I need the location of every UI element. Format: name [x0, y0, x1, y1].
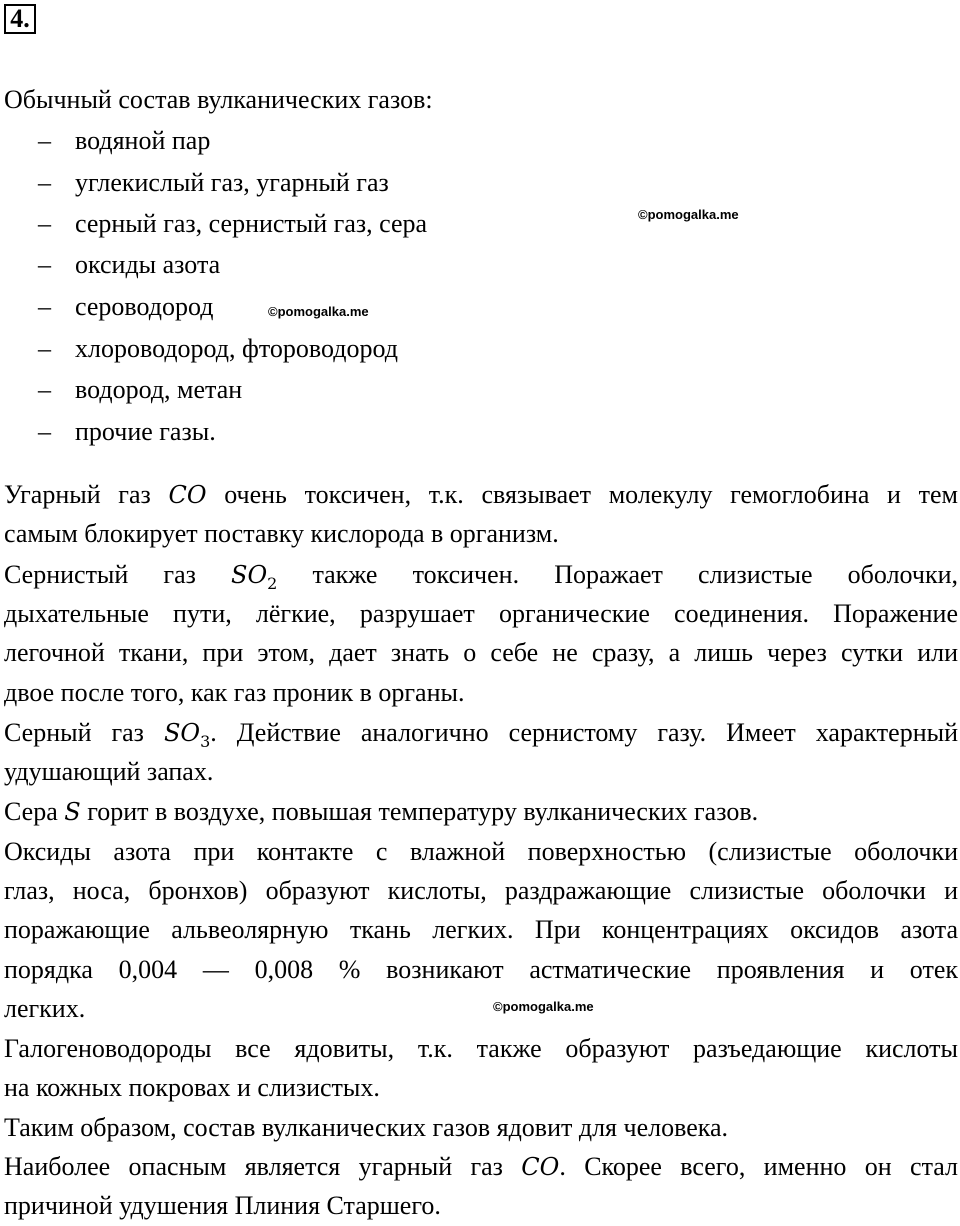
list-dash: –: [38, 334, 51, 363]
paragraph-nox-line: Оксиды азота при контакте с влажной поверхностью (слизистые оболочки: [4, 837, 958, 866]
formula-co: CO: [168, 481, 207, 509]
list-dash: –: [38, 375, 51, 404]
watermark: ©pomogalka.me: [638, 207, 739, 222]
paragraph-so2-line: дыхательные пути, лёгкие, разрушает органические соединения. Поражение: [4, 599, 958, 628]
paragraph-so2-line: Сернистый газ $SO_2$ также токсичен. Поражает слизистые оболочки,: [4, 560, 958, 593]
paragraph-halogen-line: Галогеноводороды все ядовиты, т.к. также образуют разъедающие кислоты: [4, 1034, 958, 1063]
paragraph-pliny-line: Наиболее опасным является угарный газ CO. Скорее всего, именно он стал: [4, 1152, 958, 1181]
list-item: серный газ, сернистый газ, сера: [75, 209, 428, 238]
list-dash: –: [38, 209, 51, 238]
paragraph-pliny-line: причиной удушения Плиния Старшего.: [4, 1191, 441, 1220]
list-item: сероводород: [75, 292, 214, 321]
list-item: оксиды азота: [75, 250, 221, 279]
list-item: прочие газы.: [75, 417, 216, 446]
list-item: хлороводород, фтороводород: [75, 334, 398, 363]
watermark: ©pomogalka.me: [268, 304, 369, 319]
formula-so2: $SO_2$: [231, 561, 278, 593]
paragraph-so3-line: Серный газ $SO_3$. Действие аналогично сернистому газу. Имеет характерный: [4, 718, 958, 751]
paragraph-sulfur: Сера S горит в воздухе, повышая температуру вулканических газов.: [4, 797, 759, 826]
formula-so3: $SO_3$: [163, 719, 211, 751]
list-item: водяной пар: [75, 126, 211, 155]
list-dash: –: [38, 292, 51, 321]
watermark: ©pomogalka.me: [493, 999, 594, 1014]
list-item: углекислый газ, угарный газ: [75, 168, 389, 197]
paragraph-halogen-line: на кожных покровах и слизистых.: [4, 1073, 380, 1102]
paragraph-nox-line: поражающие альвеолярную ткань легких. При концентрациях оксидов азота: [4, 915, 958, 944]
paragraph-nox-line: глаз, носа, бронхов) образуют кислоты, раздражающие слизистые оболочки и: [4, 876, 958, 905]
paragraph-co-line: Угарный газ CO очень токсичен, т.к. связывает молекулу гемоглобина и тем: [4, 480, 958, 509]
list-dash: –: [38, 250, 51, 279]
paragraph-nox-line: порядка 0,004 — 0,008 % возникают астматические проявления и отек: [4, 955, 958, 984]
paragraph-nox-line: легких.: [4, 994, 86, 1023]
paragraph-so3-line: удушающий запах.: [4, 757, 214, 786]
list-dash: –: [38, 417, 51, 446]
paragraph-conclusion: Таким образом, состав вулканических газов ядовит для человека.: [4, 1113, 729, 1142]
formula-s: S: [64, 798, 81, 826]
task-number: 4.: [4, 4, 36, 34]
list-dash: –: [38, 168, 51, 197]
list-item: водород, метан: [75, 375, 243, 404]
paragraph-so2-line: легочной ткани, при этом, дает знать о себе не сразу, а лишь через сутки или: [4, 638, 958, 667]
paragraph-so2-line: двое после того, как газ проник в органы.: [4, 678, 465, 707]
paragraph-co-line: самым блокирует поставку кислорода в организм.: [4, 519, 559, 548]
intro-text: Обычный состав вулканических газов:: [4, 85, 433, 114]
formula-co: CO: [521, 1153, 560, 1181]
list-dash: –: [38, 126, 51, 155]
